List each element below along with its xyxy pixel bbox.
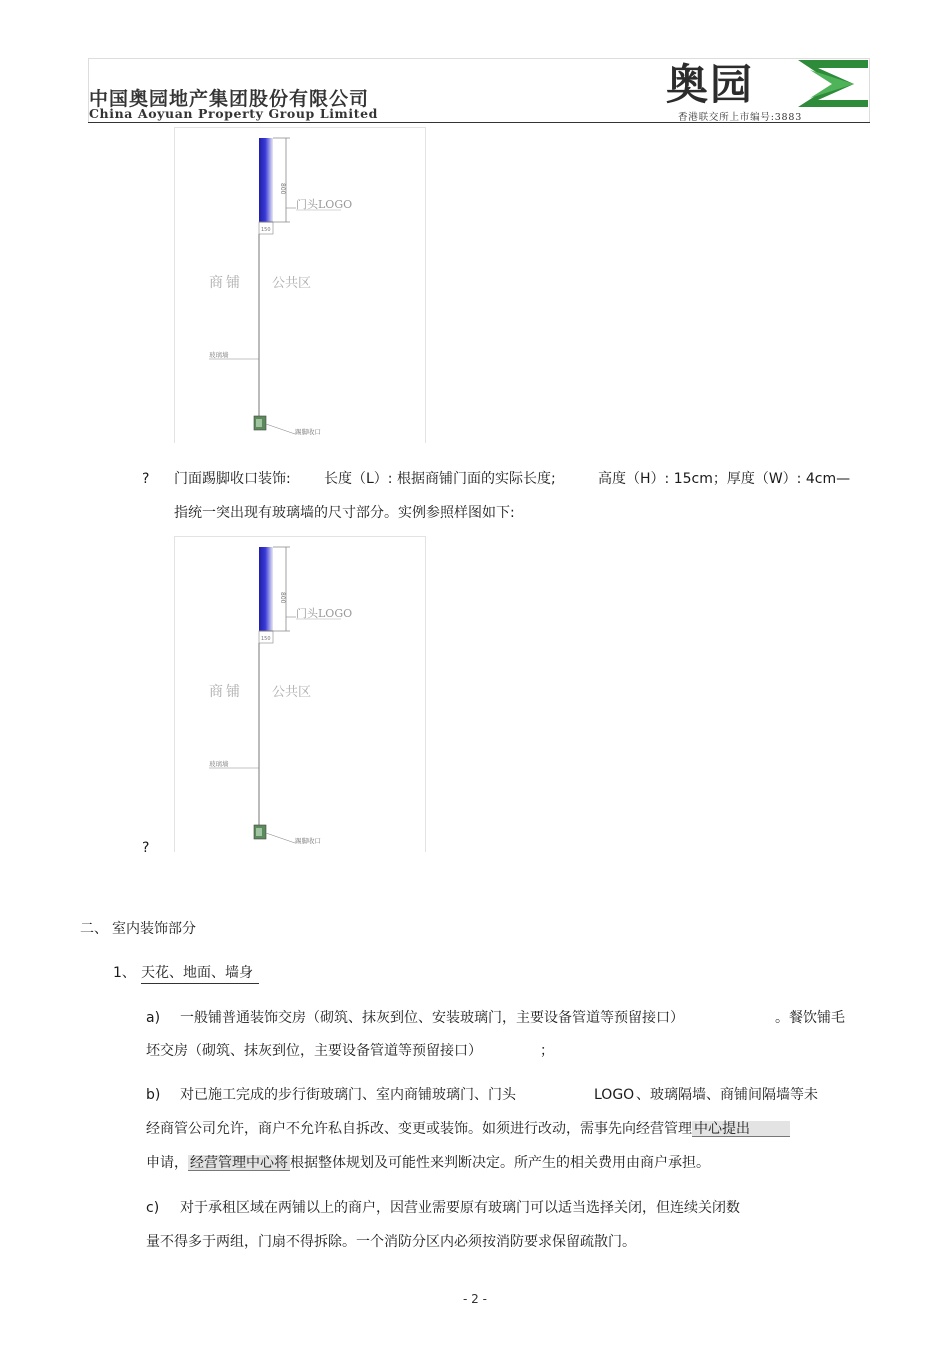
storefront-diagram-1 [174,127,426,443]
bullet-line-2: 指统一突出现有玻璃墙的尺寸部分。实例参照样图如下: [174,505,515,521]
para-a-line-2-end: ； [540,1043,554,1059]
company-logo-text: 奥园 [666,60,755,109]
stock-listing-number: 香港联交所上市编号:3883 [678,112,803,123]
para-a-line-2: 坯交房（砌筑、抹灰到位，主要设备管道等预留接口） [146,1043,482,1059]
para-a-line-1: 一般铺普通装饰交房（砌筑、抹灰到位、安装玻璃门，主要设备管道等预留接口） [180,1010,684,1026]
header-rule [88,122,870,123]
company-logo-icon [792,58,870,108]
bullet-line-1a: 门面踢脚收口装饰: [174,471,291,487]
bullet-marker: ? [142,471,150,487]
zone-public-label: 公共区 [272,276,312,291]
subsection-number: 1、 [113,965,136,981]
company-name-cn: 中国奥园地产集团股份有限公司 [89,88,370,110]
storefront-diagram-2 [174,536,426,852]
dim-width-label: 150 [261,227,271,233]
glass-wall-label: 玻璃墙 [209,351,229,359]
para-a-line-1-end: 。餐饮铺毛 [775,1010,845,1026]
bullet-marker-2: ? [142,840,150,856]
zone-shop-label: 商铺 [209,275,243,291]
highlight-mark: 经营管理中心将 [190,1155,288,1171]
para-a-label: a) [146,1010,161,1026]
zone-shop-label: 商铺 [209,684,243,700]
bullet-line-1b: 长度（L）: 根据商铺门面的实际长度; [324,471,556,487]
para-b-line-3: 申请， 经营管理中心将 根据整体规划及可能性来判断决定。所产生的相关费用由商户承担。 [146,1155,710,1171]
subsection-title: 天花、地面、墙身 [141,963,259,984]
para-b-line-1: 对已施工完成的步行街玻璃门、室内商铺玻璃门、门头 [180,1087,516,1103]
dim-height-label: 800 [279,592,286,604]
logo-panel [259,547,273,631]
logo-callout-label: 门头LOGO [296,607,353,620]
logo-callout-label: 门头LOGO [296,198,353,211]
company-name-en: China Aoyuan Property Group Limited [89,106,378,121]
para-b-line-1-end: 、玻璃隔墙、商铺间隔墙等未 [636,1087,818,1103]
para-b-line-1-logo: LOGO [594,1087,635,1103]
dim-height-label: 800 [279,183,286,195]
para-c-line-2: 量不得多于两组，门扇不得拆除。一个消防分区内必须按消防要求保留疏散门。 [146,1234,636,1250]
page-number: - 2 - [463,1292,487,1306]
para-c-line-1: 对于承租区域在两铺以上的商户，因营业需要原有玻璃门可以适当选择关闭，但连续关闭数 [180,1200,740,1216]
para-b-line-2: 经商管公司允许，商户不允许私自拆改、变更或装饰。如须进行改动，需事先向经营管理 中心提出 [146,1119,790,1139]
closing-callout-label: 踢脚收口 [295,837,321,845]
zone-public-label: 公共区 [272,685,312,700]
closing-callout-label: 踢脚收口 [295,428,321,436]
dim-width-label: 150 [261,636,271,642]
section-title: 室内装饰部分 [112,921,196,937]
highlight-mark: 中心提出 [692,1121,790,1137]
bullet-line-1c: 高度（H）: 15cm；厚度（W）: 4cm— [598,471,851,487]
section-number: 二、 [80,921,108,937]
glass-wall-label: 玻璃墙 [209,760,229,768]
para-b-label: b) [146,1087,161,1103]
para-c-label: c) [146,1200,160,1216]
logo-panel [259,138,273,222]
